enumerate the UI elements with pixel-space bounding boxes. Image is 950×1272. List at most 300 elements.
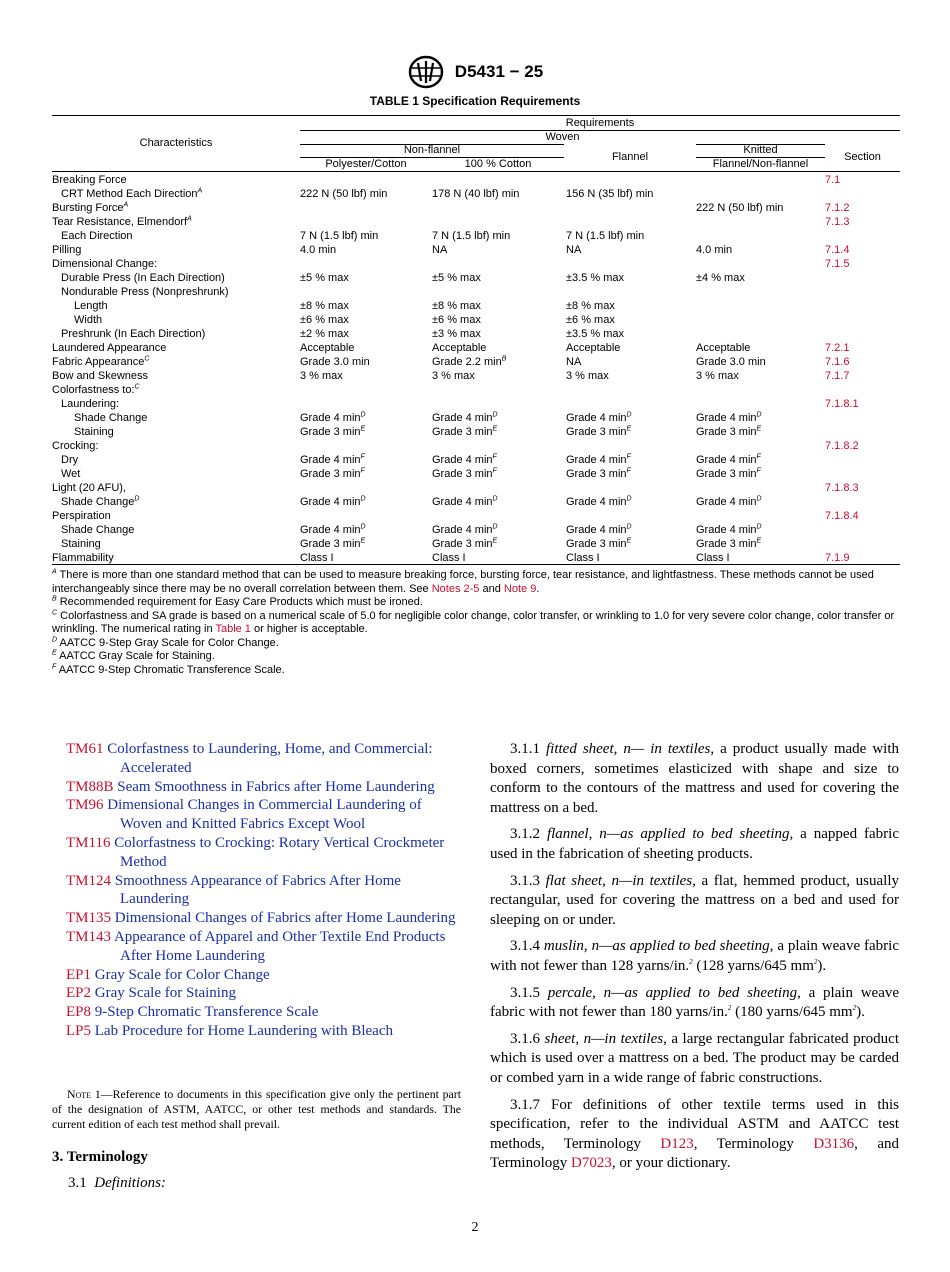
table-row: [52, 257, 900, 271]
requirement-value: Grade 4 min: [300, 454, 361, 466]
terminology-link[interactable]: D7023: [571, 1155, 612, 1172]
requirement-cell: [432, 341, 486, 355]
reference-item: [66, 928, 461, 966]
requirement-cell: [432, 523, 498, 537]
definition-text: (128 yarns/645 mm: [692, 957, 814, 974]
table-row: [52, 243, 900, 257]
table-row: [52, 425, 900, 439]
requirement-value: ±8 % max: [566, 300, 615, 312]
section-link[interactable]: 7.1.3: [825, 216, 850, 228]
requirement-value: ±3 % max: [432, 328, 481, 340]
footnote-mark: C: [52, 608, 58, 616]
requirement-cell: [432, 313, 481, 327]
footnote-mark: F: [756, 467, 761, 475]
table-row: [52, 299, 900, 313]
definition-text: , and Terminology: [490, 1135, 899, 1172]
definition-text: (180 yarns/645 mm: [731, 1004, 853, 1021]
footnote-mark: D: [626, 411, 632, 419]
footnote: [52, 664, 902, 678]
requirement-cell: [300, 411, 366, 425]
characteristic-cell: [61, 229, 133, 243]
footnote-mark: D: [626, 495, 632, 503]
characteristic-text: Preshrunk (In Each Direction): [61, 328, 206, 340]
requirement-value: 7 N (1.5 lbf) min: [566, 230, 645, 242]
table-row: [52, 341, 900, 355]
definition-number: 3.1.4: [510, 938, 540, 955]
requirement-value: NA: [566, 244, 582, 256]
footnote-text: There is more than one standard method that can be used to measure breaking force, bursting force, tear resistance, and lightfastness. These methods cannot be used interchangeably since there may be no overall correlation between them. See: [52, 569, 874, 595]
requirement-value: Grade 3 min: [300, 426, 361, 438]
reference-item: [66, 1022, 461, 1041]
footnote-text: AATCC 9-Step Gray Scale for Color Change.: [59, 636, 279, 649]
requirement-value: Grade 4 min: [696, 412, 757, 424]
characteristic-text: Laundering:: [61, 398, 120, 410]
characteristic-text: Staining: [74, 426, 114, 438]
requirement-cell: [432, 369, 475, 383]
requirement-cell: [696, 425, 761, 439]
table-bottom-rule: [52, 564, 900, 565]
designation: D5431 − 25: [454, 62, 544, 81]
footnote: [52, 596, 902, 610]
requirement-value: 4.0 min: [300, 244, 337, 256]
requirement-value: Grade 4 min: [432, 524, 493, 536]
definition-term: flannel, n—as applied to bed sheeting: [546, 826, 790, 843]
section-link[interactable]: 7.1.2: [825, 202, 850, 214]
requirement-value: Grade 4 min: [300, 412, 361, 424]
reference-code-link[interactable]: TM88B: [66, 778, 114, 795]
definitions-subheading: [68, 1175, 166, 1192]
reference-item: [66, 872, 461, 910]
requirement-value: Acceptable: [432, 342, 487, 354]
characteristic-cell: [61, 467, 80, 481]
footnote: [52, 637, 902, 651]
requirement-cell: [696, 355, 766, 369]
table-row: [52, 397, 900, 411]
footnote-mark: D: [492, 411, 498, 419]
footnote-link[interactable]: Note 9: [503, 582, 537, 595]
requirement-value: ±8 % max: [432, 300, 481, 312]
reference-title-link[interactable]: Gray Scale for Color Change: [94, 966, 270, 983]
reference-title-link[interactable]: Gray Scale for Staining: [94, 985, 236, 1002]
reference-title-link[interactable]: 9-Step Chromatic Transference Scale: [94, 1004, 319, 1021]
section-link[interactable]: 7.1.8.1: [825, 398, 859, 410]
requirement-cell: [432, 411, 498, 425]
superscript: 2: [852, 1004, 857, 1013]
requirement-cell: [566, 495, 632, 509]
definition-text: , a product usually made with boxed corners, sometimes elasticized with shape and size to conform to the contours of the mattress and used for covering the mattress on a bed.: [490, 741, 899, 816]
characteristic-text: Pilling: [52, 244, 82, 256]
terminology-link[interactable]: D3136: [813, 1135, 855, 1152]
footnote-mark: A: [123, 201, 129, 209]
header-requirements: Requirements: [565, 117, 635, 129]
reference-item: [66, 984, 461, 1003]
requirement-cell: [566, 327, 624, 341]
section-link[interactable]: 7.1.5: [825, 258, 850, 270]
footnote-mark: D: [756, 411, 762, 419]
table-row: [52, 383, 900, 397]
requirement-value: 222 N (50 lbf) min: [300, 188, 388, 200]
definition-number: 3.1.1: [510, 741, 540, 757]
characteristic-text: Length: [74, 300, 108, 312]
requirement-cell: [566, 187, 653, 201]
header-flannel: Flannel: [611, 151, 649, 163]
reference-title-link[interactable]: Smoothness Appearance of Fabrics After Home Laundering: [114, 872, 401, 908]
requirement-cell: [696, 243, 732, 257]
header-knitted-sub: Flannel/Non-flannel: [712, 158, 809, 170]
requirement-value: Class I: [566, 552, 600, 564]
reference-code-link[interactable]: EP8: [66, 1004, 92, 1021]
requirement-cell: [300, 243, 336, 257]
definition-number: 3.1.5: [510, 984, 540, 1001]
table-footnotes: [52, 569, 902, 677]
requirement-value: Acceptable: [566, 342, 621, 354]
requirement-cell: [300, 299, 349, 313]
footnote-mark: C: [144, 355, 150, 363]
footnote-mark: C: [134, 383, 140, 391]
requirement-value: Grade 3 min: [696, 426, 757, 438]
requirement-value: ±3.5 % max: [566, 272, 625, 284]
requirement-cell: [432, 453, 497, 467]
footnote-link[interactable]: Notes 2-5: [431, 582, 480, 595]
definition-paragraph: [490, 872, 899, 931]
footnote-mark: D: [492, 523, 498, 531]
footnote-mark: E: [756, 537, 762, 545]
footnote-text: .: [536, 582, 540, 595]
requirement-cell: [300, 313, 349, 327]
characteristic-cell: [52, 439, 98, 453]
characteristic-text: Staining: [61, 538, 101, 550]
characteristic-text: Dry: [61, 454, 79, 466]
footnote-mark: B: [501, 355, 507, 363]
astm-logo: [407, 55, 445, 89]
requirement-value: Grade 3 min: [696, 538, 757, 550]
requirement-cell: [566, 243, 581, 257]
definition-paragraph: [490, 740, 899, 818]
definition-number: 3.1.6: [510, 1030, 540, 1047]
requirement-value: ±5 % max: [432, 272, 481, 284]
definition-text: ).: [856, 1004, 865, 1021]
footnote-text: AATCC 9-Step Chromatic Transference Scale.: [58, 663, 285, 676]
definition-term: muslin, n—as applied to bed sheeting: [543, 938, 770, 955]
characteristic-text: Flammability: [52, 552, 114, 564]
footnote: [52, 650, 902, 664]
requirement-cell: [696, 523, 762, 537]
characteristic-cell: [52, 383, 140, 397]
footnote-mark: D: [360, 523, 366, 531]
requirement-value: Grade 4 min: [432, 412, 493, 424]
superscript: 2: [727, 1004, 732, 1013]
table-row: [52, 187, 900, 201]
requirement-value: 4.0 min: [696, 244, 733, 256]
characteristic-text: Width: [74, 314, 103, 326]
section-link[interactable]: 7.1.6: [825, 356, 850, 368]
footnote-mark: D: [360, 495, 366, 503]
requirement-value: Grade 3 min: [432, 538, 493, 550]
requirement-value: Grade 4 min: [696, 496, 757, 508]
characteristic-cell: [61, 495, 139, 509]
section-link[interactable]: 7.1.9: [825, 552, 850, 564]
requirement-value: Grade 4 min: [566, 524, 627, 536]
header-poly-cotton: Polyester/Cotton: [325, 158, 407, 170]
footnote-mark: F: [756, 453, 761, 461]
requirement-value: ±5 % max: [300, 272, 349, 284]
footnote-mark: E: [756, 425, 762, 433]
requirement-cell: [696, 551, 730, 565]
characteristic-cell: [74, 425, 114, 439]
requirement-cell: [696, 271, 745, 285]
reference-item: [66, 834, 461, 872]
requirement-value: ±6 % max: [300, 314, 349, 326]
footnote-mark: F: [492, 467, 497, 475]
reference-code-link[interactable]: EP1: [66, 966, 92, 983]
requirement-value: Grade 4 min: [300, 496, 361, 508]
characteristic-cell: [52, 509, 111, 523]
section-link[interactable]: 7.1.8.3: [825, 482, 859, 494]
table-row: [52, 439, 900, 453]
reference-item: [66, 966, 461, 985]
requirement-cell: [300, 187, 387, 201]
header-woven: Woven: [545, 131, 580, 143]
requirement-value: 3 % max: [300, 370, 343, 382]
section-link[interactable]: 7.1.8.2: [825, 440, 859, 452]
footnote-mark: F: [360, 467, 365, 475]
reference-code-link[interactable]: LP5: [66, 1022, 92, 1039]
requirement-value: ±2 % max: [300, 328, 349, 340]
requirement-cell: [696, 411, 762, 425]
section-link[interactable]: 7.1.4: [825, 244, 850, 256]
reference-item: [66, 909, 461, 928]
definition-number: 3.1.7: [510, 1096, 540, 1113]
requirement-cell: [432, 551, 466, 565]
footnote-mark: A: [52, 568, 57, 576]
requirement-value: Grade 4 min: [696, 454, 757, 466]
characteristic-cell: [61, 397, 119, 411]
characteristic-text: Shade Change: [61, 524, 135, 536]
reference-item: [66, 796, 461, 834]
reference-code-link[interactable]: EP2: [66, 985, 92, 1002]
requirement-cell: [432, 243, 447, 257]
reference-title-link[interactable]: Lab Procedure for Home Laundering with Bleach: [94, 1022, 393, 1039]
requirement-value: Class I: [300, 552, 334, 564]
table-row: [52, 201, 900, 215]
reference-title-link[interactable]: Seam Smoothness in Fabrics after Home Laundering: [117, 778, 435, 795]
reference-code-link[interactable]: TM116: [66, 834, 111, 851]
requirement-cell: [300, 369, 343, 383]
characteristic-cell: [52, 257, 157, 271]
requirement-cell: [432, 537, 497, 551]
reference-code-link[interactable]: TM143: [66, 928, 111, 945]
requirement-cell: [696, 467, 761, 481]
table-row: [52, 327, 900, 341]
requirement-cell: [566, 537, 631, 551]
section-link[interactable]: 7.1: [825, 174, 841, 186]
requirement-value: 3 % max: [432, 370, 475, 382]
requirement-value: Grade 4 min: [566, 412, 627, 424]
requirement-value: NA: [432, 244, 448, 256]
characteristic-text: Light (20 AFU),: [52, 482, 126, 494]
characteristic-text: Each Direction: [61, 230, 133, 242]
requirement-cell: [432, 495, 498, 509]
definition-paragraph: [490, 1030, 899, 1089]
footnote-mark: E: [360, 537, 366, 545]
requirement-value: 3 % max: [566, 370, 609, 382]
footnote-text: or higher is acceptable.: [250, 623, 368, 635]
footnote: [52, 569, 902, 596]
footnote-text: and: [479, 582, 504, 595]
table-row: [52, 537, 900, 551]
requirement-value: ±6 % max: [432, 314, 481, 326]
reference-title-link[interactable]: Colorfastness to Crocking: Rotary Vertical Crockmeter Method: [114, 834, 445, 870]
characteristic-cell: [61, 271, 225, 285]
footnote-mark: E: [626, 537, 632, 545]
requirement-cell: [432, 271, 481, 285]
requirement-cell: [300, 271, 349, 285]
reference-code-link[interactable]: TM124: [66, 872, 111, 889]
footnote-mark: F: [626, 453, 631, 461]
reference-title-link[interactable]: Appearance of Apparel and Other Textile End Products After Home Laundering: [113, 928, 446, 964]
requirement-value: 178 N (40 lbf) min: [432, 188, 520, 200]
definition-term: fitted sheet, n— in textiles: [546, 741, 711, 757]
definition-term: sheet, n—in textiles: [544, 1030, 664, 1047]
requirement-value: Class I: [696, 552, 730, 564]
footnote-mark: E: [492, 425, 498, 433]
table-row: [52, 551, 900, 565]
characteristic-cell: [52, 243, 81, 257]
requirement-value: Grade 3 min: [300, 468, 361, 480]
characteristic-cell: [52, 341, 166, 355]
requirement-value: Acceptable: [300, 342, 355, 354]
characteristic-text: Crocking:: [52, 440, 99, 452]
requirement-value: Acceptable: [696, 342, 751, 354]
table-row: [52, 229, 900, 243]
requirement-cell: [566, 425, 631, 439]
definition-term: percale, n—as applied to bed sheeting: [547, 984, 798, 1001]
footnote-mark: D: [756, 495, 762, 503]
table-row: [52, 495, 900, 509]
requirement-cell: [432, 187, 519, 201]
table-row: [52, 411, 900, 425]
section-link[interactable]: 7.1.8.4: [825, 510, 859, 522]
terminology-link[interactable]: D123: [660, 1135, 694, 1152]
requirement-cell: [566, 369, 609, 383]
requirement-value: Grade 3.0 min: [300, 356, 370, 368]
requirement-cell: [300, 467, 365, 481]
superscript: 2: [813, 957, 818, 966]
definition-text: , a large rectangular fabricated product which is used over a mattress on a bed. The product may be carded or combed yarn in a wide range of fabric constructions.: [490, 1030, 899, 1086]
reference-title-link[interactable]: Colorfastness to Laundering, Home, and Commercial: Accelerated: [107, 741, 433, 776]
table-row: [52, 173, 900, 187]
characteristic-cell: [52, 173, 127, 187]
footnote-mark: F: [492, 453, 497, 461]
characteristic-text: Fabric Appearance: [52, 356, 145, 368]
definition-text: ).: [817, 957, 827, 974]
note-label: Note 1: [67, 1087, 101, 1101]
requirement-cell: [300, 453, 365, 467]
requirement-value: Grade 2.2 min: [432, 356, 502, 368]
section-heading: 3. Terminology: [52, 1149, 148, 1165]
section-link[interactable]: 7.2.1: [825, 342, 850, 354]
reference-code-link[interactable]: TM135: [66, 910, 111, 927]
requirement-cell: [432, 229, 510, 243]
characteristic-cell: [61, 327, 205, 341]
table-row: [52, 285, 900, 299]
characteristic-cell: [52, 215, 192, 229]
reference-title-link[interactable]: Dimensional Changes of Fabrics after Home Laundering: [114, 910, 456, 927]
requirement-value: Grade 3 min: [696, 468, 757, 480]
footnote-link[interactable]: Table 1: [215, 623, 251, 635]
characteristic-cell: [52, 201, 128, 215]
characteristic-cell: [52, 355, 149, 369]
reference-title-link[interactable]: Dimensional Changes in Commercial Laundering of Woven and Knitted Fabrics Except Wool: [107, 797, 422, 833]
requirement-cell: [696, 341, 750, 355]
requirement-cell: [566, 467, 631, 481]
characteristic-text: Nondurable Press (Nonpreshrunk): [61, 286, 229, 298]
characteristic-text: Dimensional Change:: [52, 258, 158, 270]
table-row: [52, 523, 900, 537]
requirement-cell: [566, 229, 644, 243]
header-characteristics: Characteristics: [139, 137, 213, 149]
note-1: [52, 1087, 461, 1132]
characteristic-cell: [52, 551, 114, 565]
header-knitted: Knitted: [743, 144, 778, 156]
footnote-mark: F: [360, 453, 365, 461]
footnote-mark: F: [626, 467, 631, 475]
characteristic-cell: [61, 523, 134, 537]
characteristic-cell: [52, 369, 148, 383]
requirement-value: Grade 3 min: [566, 538, 627, 550]
reference-item: [66, 778, 461, 797]
characteristic-cell: [74, 313, 102, 327]
requirement-cell: [566, 271, 624, 285]
table-row: [52, 355, 900, 369]
requirement-cell: [566, 523, 632, 537]
footnote-mark: F: [52, 662, 57, 670]
requirement-value: Grade 4 min: [300, 524, 361, 536]
requirement-value: Grade 3 min: [432, 426, 493, 438]
definitions-label: Definitions:: [94, 1175, 166, 1191]
characteristic-cell: [61, 537, 101, 551]
reference-item: [66, 740, 461, 778]
requirement-value: Grade 4 min: [696, 524, 757, 536]
table-body: [52, 173, 900, 565]
table-title: TABLE 1 Specification Requirements: [369, 94, 581, 108]
requirement-cell: [300, 551, 334, 565]
footnote-text: Recommended requirement for Easy Care Products which must be ironed.: [59, 596, 423, 608]
requirement-value: Grade 4 min: [432, 454, 493, 466]
requirement-value: Grade 4 min: [432, 496, 493, 508]
characteristic-text: Durable Press (In Each Direction): [61, 272, 225, 284]
requirement-cell: [300, 425, 365, 439]
definition-text: , Terminology: [693, 1135, 814, 1152]
reference-code-link[interactable]: TM61: [66, 741, 104, 757]
definition-paragraph: [490, 984, 899, 1023]
section-link[interactable]: 7.1.7: [825, 370, 850, 382]
requirement-cell: [696, 537, 761, 551]
footnote-mark: D: [626, 523, 632, 531]
characteristic-text: Perspiration: [52, 510, 111, 522]
footnote-mark: D: [134, 495, 140, 503]
table-row: [52, 313, 900, 327]
page-header: [0, 55, 950, 89]
characteristic-cell: [74, 299, 108, 313]
requirement-cell: [300, 341, 354, 355]
reference-code-link[interactable]: TM96: [66, 797, 104, 814]
characteristic-text: Shade Change: [61, 496, 135, 508]
footnote-mark: D: [360, 411, 366, 419]
table-row: [52, 467, 900, 481]
requirement-cell: [432, 425, 497, 439]
table-row: [52, 215, 900, 229]
